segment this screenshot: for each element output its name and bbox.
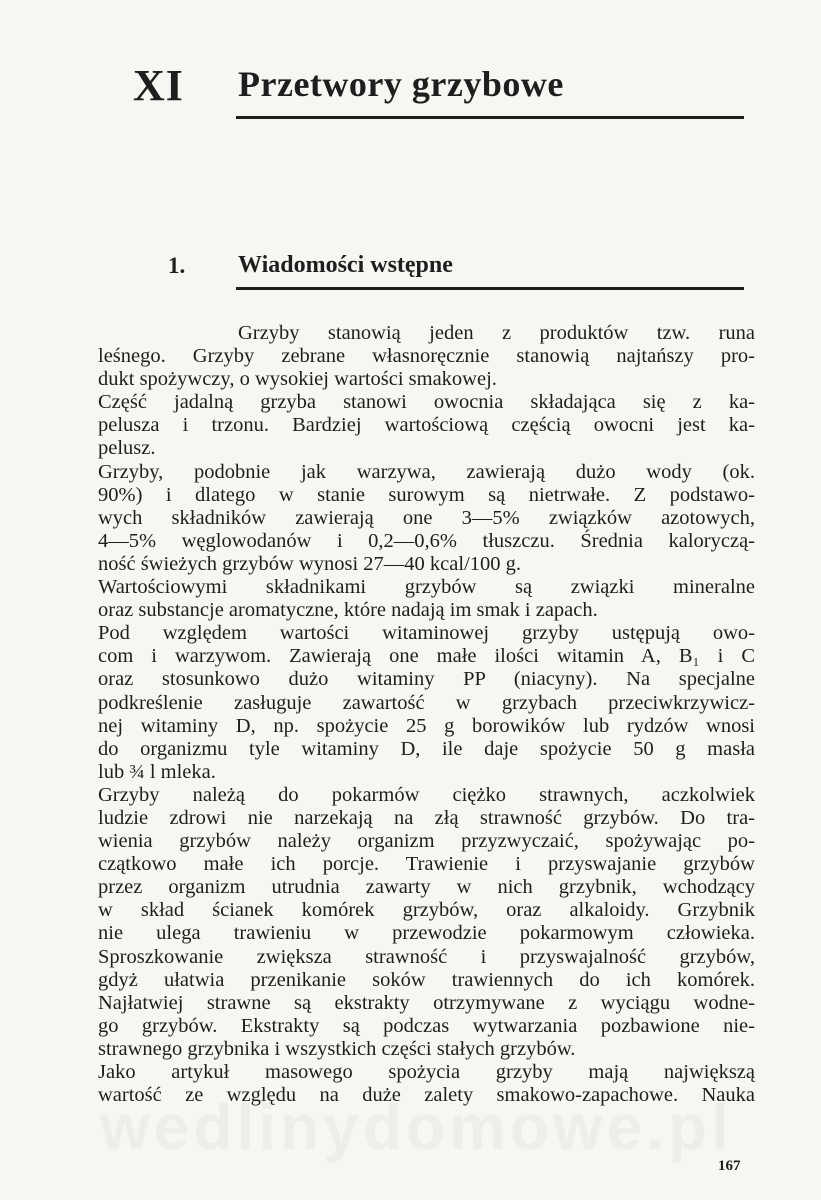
text-line: 4—5% węglowodanów i 0,2—0,6% tłuszczu. Średnia kaloryczą- <box>98 529 755 552</box>
chapter-number: XI <box>133 61 184 110</box>
text-line: go grzybów. Ekstrakty są podczas wytwarzania pozbawione nie- <box>98 1014 755 1037</box>
text-line: Pod względem wartości witaminowej grzyby ustępują owo- <box>98 622 755 645</box>
text-line: dukt spożywczy, o wysokiej wartości smakowej. <box>98 368 497 391</box>
text-line: do organizmu tyle witaminy D, ile daje spożycie 50 g masła <box>98 737 755 760</box>
text-line: pelusza i trzonu. Bardziej wartościową częścią owocni jest ka- <box>98 414 755 437</box>
text-line: pelusz. <box>98 437 156 460</box>
text-line: lub ¾ l mleka. <box>98 760 216 783</box>
section-number: 1. <box>168 253 186 278</box>
text-line: ludzie zdrowi nie narzekają na złą strawność grzybów. Do tra- <box>98 806 755 829</box>
watermark <box>100 1090 740 1164</box>
text-line: Jako artykuł masowego spożycia grzyby mają największą <box>98 1061 755 1083</box>
text-line: czątkowo małe ich porcje. Trawienie i przyswajanie grzybów <box>98 853 755 876</box>
text-line: nie ulega trawieniu w przewodzie pokarmowym człowieka. <box>98 922 755 945</box>
body-text <box>98 322 755 1107</box>
text-line: Najłatwiej strawne są ekstrakty otrzymywane z wyciągu wodne- <box>98 991 755 1014</box>
text-line: com i warzywom. Zawierają one małe ilości witamin A, B₁ i C <box>98 645 755 668</box>
chapter-title: Przetwory grzybowe <box>238 64 564 104</box>
page-number: 167 <box>718 1158 741 1174</box>
text-line: oraz substancje aromatyczne, które nadają im smak i zapach. <box>98 599 598 622</box>
text-line: Sproszkowanie zwiększa strawność i przyswajalność grzybów, <box>98 945 755 968</box>
text-line: Część jadalną grzyba stanowi owocnia składająca się z ka- <box>98 391 755 414</box>
text-line: leśnego. Grzyby zebrane własnoręcznie stanowią najtańszy pro- <box>98 345 755 368</box>
text-line: oraz stosunkowo dużo witaminy PP (niacyny). Na specjalne <box>98 668 755 691</box>
text-line: ność świeżych grzybów wynosi 27—40 kcal/100 g. <box>98 552 522 575</box>
text-line: 90%) i dlatego w stanie surowym są nietrwałe. Z podstawo- <box>98 483 755 506</box>
text-line: wienia grzybów należy organizm przyzwyczaić, spożywając po- <box>98 830 755 853</box>
section-title-rule <box>236 287 744 290</box>
text-line: przez organizm utrudnia zawarty w nich grzybnik, wchodzący <box>98 876 755 899</box>
text-line: w skład ścianek komórek grzybów, oraz alkaloidy. Grzybnik <box>98 899 755 922</box>
chapter-title-rule <box>236 116 744 119</box>
text-line: Grzyby, podobnie jak warzywa, zawierają dużo wody (ok. <box>98 460 755 483</box>
text-line: Grzyby stanowią jeden z produktów tzw. runa <box>238 322 755 344</box>
text-line: Grzyby należą do pokarmów ciężko strawnych, aczkolwiek <box>98 783 755 806</box>
section-title: Wiadomości wstępne <box>238 252 453 278</box>
text-line: gdyż ułatwia przenikanie soków trawiennych do ich komórek. <box>98 968 755 991</box>
text-line: nej witaminy D, np. spożycie 25 g borowików lub rydzów wnosi <box>98 714 755 737</box>
text-line: wych składników zawierają one 3—5% związków azotowych, <box>98 506 755 529</box>
text-line: wartość ze względu na duże zalety smakowo-zapachowe. Nauka <box>98 1084 755 1107</box>
text-line: strawnego grzybnika i wszystkich części stałych grzybów. <box>98 1037 576 1060</box>
text-line: podkreślenie zasługuje zawartość w grzybach przeciwkrzywicz- <box>98 691 755 714</box>
text-line: Wartościowymi składnikami grzybów są związki mineralne <box>98 576 755 599</box>
